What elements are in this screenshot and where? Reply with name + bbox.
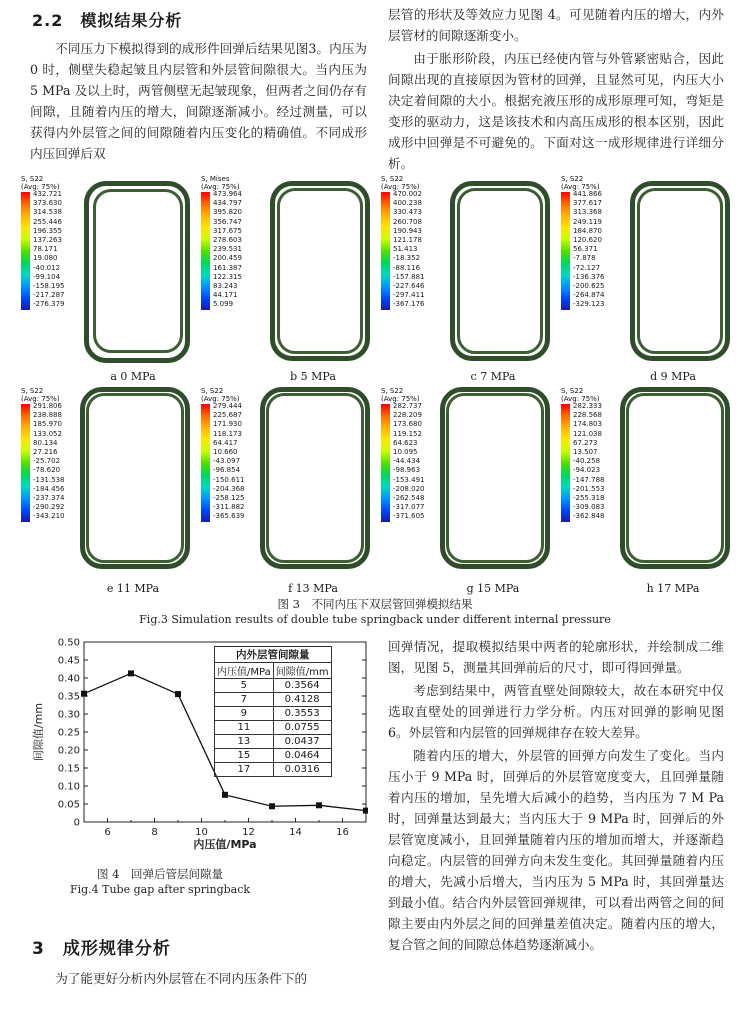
legend-value: -204.368 [213, 484, 245, 493]
simulation-panel [558, 385, 738, 595]
panel-label: g 15 MPa [466, 582, 520, 595]
legend-value: 228.568 [573, 411, 602, 420]
table-cell-gap: 0.3564 [273, 679, 331, 693]
legend-value: 314.538 [33, 208, 62, 217]
legend-value: -72.127 [573, 263, 601, 272]
legend-value: -88.116 [393, 263, 421, 272]
legend-value: 279.444 [213, 402, 242, 410]
y-tick-label: 0.30 [57, 709, 80, 721]
panel-label: d 9 MPa [650, 370, 696, 383]
legend-value: 228.209 [393, 411, 422, 420]
panel-label: b 5 MPa [290, 370, 336, 383]
legend-value: 122.315 [213, 272, 242, 281]
legend-value: -290.292 [33, 503, 65, 512]
figure-3 [18, 173, 738, 603]
legend-value: 19.080 [33, 254, 58, 263]
data-point [175, 691, 181, 697]
legend-value: 13.507 [573, 448, 598, 457]
legend-value: -200.625 [573, 282, 605, 291]
legend-value: 171.930 [213, 420, 242, 429]
legend-color-bar [201, 192, 210, 310]
legend-value: -264.874 [573, 291, 605, 300]
legend-title: S, S22 [201, 387, 224, 395]
legend-value: -329.123 [573, 300, 605, 309]
legend-value: -153.491 [393, 475, 425, 484]
legend-value: 10.660 [213, 448, 238, 457]
legend-value: 121.038 [573, 429, 602, 438]
inner-tube [446, 393, 544, 563]
legend-title: S, S22 [381, 175, 404, 183]
legend-title: S, S22 [381, 387, 404, 395]
legend-value: 225.687 [213, 411, 242, 420]
table-cell-pressure: 7 [215, 693, 274, 707]
section-heading: 2.2 模拟结果分析 [32, 11, 183, 30]
legend-value: 255.446 [33, 217, 62, 226]
legend-value: -131.538 [33, 475, 65, 484]
legend-value: -94.023 [573, 466, 601, 475]
legend-avg: (Avg: 75%) [561, 395, 600, 404]
stress-legend [561, 175, 631, 309]
table-cell-gap: 0.4128 [273, 693, 331, 707]
panel-label: f 13 MPa [288, 582, 338, 595]
legend-value: 291.806 [33, 402, 62, 410]
data-point [128, 670, 134, 676]
legend-value: -157.881 [393, 272, 425, 281]
table-cell-pressure: 17 [215, 763, 274, 777]
legend-value: -311.882 [213, 503, 245, 512]
legend-value: -96.854 [213, 466, 241, 475]
legend-value: 5.099 [213, 300, 234, 309]
simulation-panel [378, 385, 558, 595]
gap-table [214, 646, 332, 777]
x-tick-label: 10 [195, 827, 208, 838]
legend-value: 161.387 [213, 263, 242, 272]
legend-value: -98.963 [393, 466, 421, 475]
legend-value: 373.630 [33, 199, 62, 208]
legend-value: 282.333 [573, 402, 602, 410]
legend-avg: (Avg: 75%) [21, 395, 60, 404]
table-cell-gap: 0.0316 [273, 763, 331, 777]
figure-4-chart [28, 632, 368, 862]
legend-value: 120.620 [573, 236, 602, 245]
paragraph-text: 由于胀形阶段，内压已经使内管与外管紧密贴合，因此间隙出现的直接原因为管材的回弹，且显然可见，内压大小决定着间隙的大小。根据充液压形的成形原理可知，弯矩是变形的驱动力，这是该技术和内高压成形的根本区别，因此成形中回弹是不可避免的。下面对这一成形规律进行详细分析。 [388, 51, 724, 171]
table-cell-pressure: 11 [215, 721, 274, 735]
simulation-panel [378, 173, 558, 383]
table-cell-pressure: 13 [215, 735, 274, 749]
paragraph-text: 考虑到结果中，两管直壁处间隙较大，故在本研究中仅选取直壁处的回弹进行力学分析。内压对回弹的影响见图 6。外层管和内层管的回弹规律存在较大差异。 [388, 683, 724, 740]
legend-value: 78.171 [33, 245, 58, 254]
legend-color-bar [561, 192, 570, 310]
legend-value: 27.216 [33, 448, 58, 457]
legend-value: 196.355 [33, 226, 62, 235]
y-axis-label: 间隙值/mm [32, 702, 45, 762]
legend-value: 51.413 [393, 245, 418, 254]
legend-value: -317.077 [393, 503, 425, 512]
legend-value: 377.617 [573, 199, 602, 208]
y-tick-label: 0.10 [57, 781, 80, 793]
table-header-pressure: 内压值/MPa [215, 663, 274, 679]
simulation-panel [198, 385, 378, 595]
legend-value: 238.888 [33, 411, 62, 420]
legend-value: 239.531 [213, 245, 242, 254]
simulation-panel [558, 173, 738, 383]
paragraph-text: 为了能更好分析内外层管在不同内压条件下的 [55, 971, 308, 986]
legend-value: 133.052 [33, 429, 62, 438]
table-row [215, 707, 332, 721]
legend-value: -365.639 [213, 512, 245, 521]
table-row [215, 721, 332, 735]
legend-value: -25.702 [33, 457, 61, 466]
legend-value: 441.866 [573, 190, 602, 198]
body-paragraph [30, 38, 367, 164]
legend-value: 330.473 [393, 208, 422, 217]
y-tick-label: 0.40 [57, 673, 80, 685]
legend-color-bar [561, 404, 570, 522]
legend-value: 184.870 [573, 226, 602, 235]
table-row [215, 735, 332, 749]
data-point [316, 802, 322, 808]
legend-value: -184.456 [33, 484, 65, 493]
legend-color-bar [381, 192, 390, 310]
legend-value: -343.210 [33, 512, 65, 521]
legend-avg: (Avg: 75%) [21, 183, 60, 192]
legend-value: -201.553 [573, 484, 605, 493]
legend-value: 121.178 [393, 236, 422, 245]
legend-title: S, S22 [21, 175, 44, 183]
table-row [215, 693, 332, 707]
legend-value: 44.171 [213, 291, 238, 300]
gap-data-table [214, 646, 332, 777]
y-tick-label: 0.05 [57, 799, 80, 811]
legend-value: -262.548 [393, 494, 425, 503]
legend-value: -297.411 [393, 291, 425, 300]
table-title: 内外层管间隙量 [215, 647, 332, 663]
panel-label: a 0 MPa [110, 370, 156, 383]
y-tick-label: 0.50 [57, 637, 80, 649]
inner-tube [457, 188, 543, 354]
legend-value: 282.737 [393, 402, 422, 410]
legend-color-bar [201, 404, 210, 522]
legend-value: 432.721 [33, 190, 62, 198]
legend-title: S, S22 [561, 175, 584, 183]
legend-value: -158.195 [33, 282, 65, 291]
table-header-gap: 间隙值/mm [273, 663, 331, 679]
paragraph-text: 层管的形状及等效应力见图 4。可见随着内压的增大，内外层管材的间隙逐渐变小。 [388, 7, 724, 43]
legend-value: -44.434 [393, 457, 421, 466]
y-tick-label: 0 [73, 817, 80, 829]
table-cell-gap: 0.0755 [273, 721, 331, 735]
x-tick-label: 14 [289, 827, 302, 838]
simulation-panel [18, 385, 198, 595]
legend-value: 83.243 [213, 282, 238, 291]
legend-value: 249.119 [573, 217, 602, 226]
table-cell-gap: 0.3553 [273, 707, 331, 721]
legend-value: -136.376 [573, 272, 605, 281]
panel-label: e 11 MPa [106, 582, 160, 595]
section-heading: 3 成形规律分析 [32, 939, 171, 959]
table-row [215, 749, 332, 763]
legend-value: -371.605 [393, 512, 425, 521]
stress-legend [201, 175, 271, 309]
inner-tube [626, 393, 724, 563]
legend-title: S, S22 [21, 387, 44, 395]
legend-value: -255.318 [573, 494, 605, 503]
legend-avg: (Avg: 75%) [201, 395, 240, 404]
legend-value: 80.134 [33, 438, 58, 447]
legend-value: 174.803 [573, 420, 602, 429]
y-tick-label: 0.35 [57, 691, 80, 703]
legend-value: 137.263 [33, 236, 62, 245]
legend-value: -40.258 [573, 457, 601, 466]
legend-value: 395.820 [213, 208, 242, 217]
legend-value: 356.747 [213, 217, 242, 226]
legend-value: 434.797 [213, 199, 242, 208]
legend-value: -150.611 [213, 475, 245, 484]
figure-caption: 图 3 不同内压下双层管回弹模拟结果 [277, 597, 473, 611]
legend-value: 278.603 [213, 236, 242, 245]
legend-value: -208.020 [393, 484, 425, 493]
simulation-panel [18, 173, 198, 383]
legend-value: 470.002 [393, 190, 422, 198]
legend-value: 67.273 [573, 438, 598, 447]
legend-color-bar [381, 404, 390, 522]
legend-title: S, S22 [561, 387, 584, 395]
paragraph-text: 不同压力下模拟得到的成形件回弹后结果见图3。内压为 0 时，侧壁失稳起皱且内层管和外层管间隙很大。当内压为 5 MPa 及以上时，两管侧壁无起皱现象，但两者之间仍存有间隙，且随着内压的增大，间隙逐渐减小。经过测量，可以获得内外层管之间的间隙随着内压变化的精确值。不同成形内压回弹后双 [30, 41, 367, 161]
legend-avg: (Avg: 75%) [561, 183, 600, 192]
legend-value: 473.964 [213, 190, 242, 198]
legend-value: 64.417 [213, 438, 238, 447]
inner-tube [637, 188, 723, 354]
x-tick-label: 16 [336, 827, 349, 838]
inner-tube [93, 189, 183, 353]
legend-value: 400.238 [393, 199, 422, 208]
legend-color-bar [21, 404, 30, 522]
legend-value: -99.104 [33, 272, 61, 281]
legend-value: 173.680 [393, 420, 422, 429]
table-cell-gap: 0.0464 [273, 749, 331, 763]
simulation-panel [198, 173, 378, 383]
y-tick-label: 0.45 [57, 655, 80, 667]
legend-value: -367.176 [393, 300, 425, 309]
legend-value: 118.173 [213, 429, 242, 438]
inner-tube [277, 188, 363, 354]
inner-tube [266, 393, 364, 563]
legend-value: -217.287 [33, 291, 65, 300]
x-tick-label: 12 [242, 827, 255, 838]
y-tick-label: 0.15 [57, 763, 80, 775]
legend-value: -18.352 [393, 254, 421, 263]
figure-caption-en: Fig.4 Tube gap after springback [69, 883, 251, 896]
legend-value: -43.097 [213, 457, 241, 466]
figure-caption: 图 4 回弹后管层间隙量 [97, 867, 223, 881]
data-point [363, 808, 368, 814]
legend-avg: (Avg: 75%) [381, 183, 420, 192]
x-tick-label: 6 [104, 827, 111, 838]
legend-value: -237.374 [33, 494, 65, 503]
data-point [81, 691, 87, 697]
x-tick-label: 8 [151, 827, 158, 838]
data-point [269, 803, 275, 809]
inner-tube [86, 393, 184, 563]
legend-avg: (Avg: 75%) [201, 183, 240, 192]
legend-value: 317.675 [213, 226, 242, 235]
table-row [215, 763, 332, 777]
table-cell-pressure: 9 [215, 707, 274, 721]
legend-value: -147.788 [573, 475, 605, 484]
legend-value: -276.379 [33, 300, 65, 309]
y-tick-label: 0.20 [57, 745, 80, 757]
stress-legend [381, 175, 451, 309]
figure-caption-en: Fig.3 Simulation results of double tube springback under different internal pressure [139, 613, 611, 626]
legend-value: -362.848 [573, 512, 605, 521]
panel-label: h 17 MPa [646, 582, 700, 595]
legend-value: 64.623 [393, 438, 418, 447]
table-row [215, 679, 332, 693]
legend-value: 10.095 [393, 448, 418, 457]
legend-value: -40.012 [33, 263, 61, 272]
body-paragraph [388, 4, 724, 174]
legend-value: 185.970 [33, 420, 62, 429]
legend-value: 313.368 [573, 208, 602, 217]
table-cell-pressure: 15 [215, 749, 274, 763]
legend-avg: (Avg: 75%) [381, 395, 420, 404]
legend-value: -258.125 [213, 494, 245, 503]
body-paragraph [30, 968, 367, 989]
paragraph-text: 随着内压的增大，外层管的回弹方向发生了变化。当内压小于 9 MPa 时，回弹后的外层管宽度变大，且回弹量随着内压的增加，呈先增大后减小的趋势，当内压为 7 M Pa 时，回弹量达到最大；当内压大于 9 MPa 时，回弹后的外层管宽度减小，且回弹量随着内压的增加而增大，并逐渐趋向稳定。内层管的回弹方向未发生变化。其回弹量随着内压的增大，先减小后增大，当内压为 5 MPa 时，其回弹量达到最小值。结合内外层管回弹规律，可以看出两管之间的间隙主要由内外层之间的回弹量差值决定。随着内压的增大，复合管之间的间隙总体趋势逐渐减小。 [388, 748, 724, 952]
table-cell-gap: 0.0437 [273, 735, 331, 749]
y-tick-label: 0.25 [57, 727, 80, 739]
legend-value: 56.371 [573, 245, 598, 254]
paragraph-text: 回弹情况，提取模拟结果中两者的轮廓形状，并绘制成二维图，见图 5，测量其回弹前后的尺寸，即可得回弹量。 [388, 639, 724, 675]
legend-value: 200.459 [213, 254, 242, 263]
legend-value: -309.083 [573, 503, 605, 512]
body-paragraph [388, 636, 724, 955]
stress-legend [21, 175, 91, 309]
data-point [222, 792, 228, 798]
table-cell-pressure: 5 [215, 679, 274, 693]
legend-value: 119.152 [393, 429, 422, 438]
legend-value: -7.878 [573, 254, 596, 263]
legend-value: -78.620 [33, 466, 61, 475]
legend-value: 190.943 [393, 226, 422, 235]
legend-value: -227.646 [393, 282, 425, 291]
panel-label: c 7 MPa [470, 370, 516, 383]
x-axis-label: 内压值/MPa [193, 838, 257, 851]
legend-value: 260.708 [393, 217, 422, 226]
legend-color-bar [21, 192, 30, 310]
legend-title: S, Mises [201, 175, 230, 183]
